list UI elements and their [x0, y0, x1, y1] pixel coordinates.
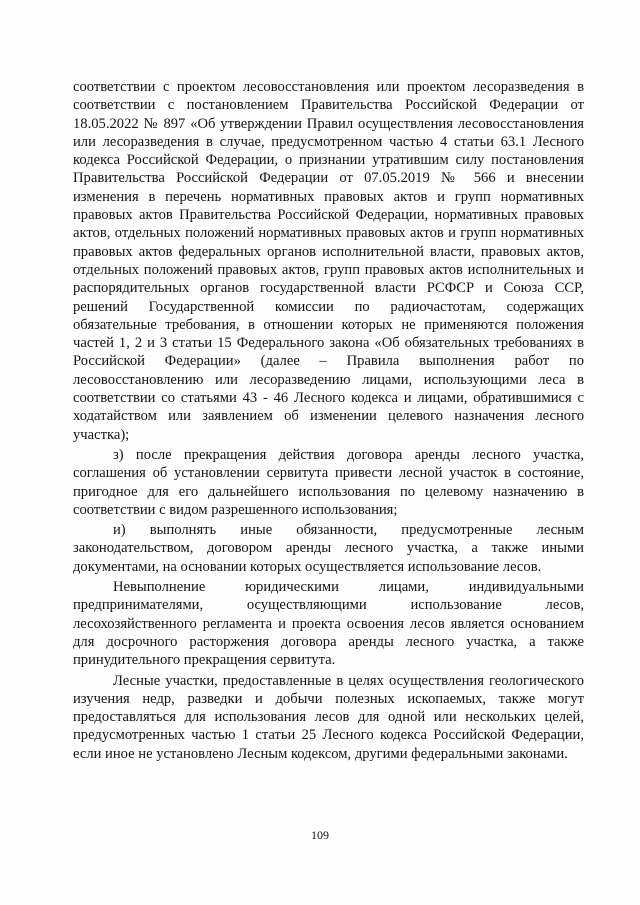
paragraph-geological-plots: Лесные участки, предоставленные в целях осуществления геологического изучения недр, разведки и добычи полезных ископаемых, также могут предоставляться для использования лесов для одной или нескольких целей, предусмотренных частью 1 статьи 25 Лесного кодекса Российской Федерации, если иное не установлено Лесным кодексом, другими федеральными законами.	[73, 672, 584, 762]
paragraph-item-z: з) после прекращения действия договора аренды лесного участка, соглашения об установлении сервитута привести лесной участок в состояние, пригодное для его дальнейшего использования по целевому назначению в соответствии с видом разрешенного использования;	[73, 446, 584, 518]
paragraph-continuation: соответствии с проектом лесовосстановления или проектом лесоразведения в соответствии с постановлением Правительства Российской Федерации от 18.05.2022 № 897 «Об утверждении Правил осуществления лесовосстановления или лесоразведения в случае, предусмотренном частью 4 статьи 63.1 Лесного кодекса Российской Федерации, о признании утратившим силу постановления Правительства Российской Федерации от 07.05.2019 № 566 и внесении изменения в перечень нормативных правовых актов и групп нормативных правовых актов Правительства Российской Федерации, нормативных правовых актов, отдельных положений нормативных правовых актов и групп нормативных правовых актов федеральных органов исполнительной власти, правовых актов, отдельных положений правовых актов, групп правовых актов исполнительных и распорядительных органов государственной власти РСФСР и Союза ССР, решений Государственной комиссии по радиочастотам, содержащих обязательные требования, в отношении которых не применяются положения частей 1, 2 и 3 статьи 15 Федерального закона «Об обязательных требованиях в Российской Федерации» (далее – Правила выполнения работ по лесовосстановлению или лесоразведению лицами, использующими леса в соответствии со статьями 43 - 46 Лесного кодекса и лицами, обратившимися с ходатайством или заявлением об изменении целевого назначения лесного участка);	[73, 79, 584, 443]
paragraph-non-compliance: Невыполнение юридическими лицами, индивидуальными предпринимателями, осуществляющими использование лесов, лесохозяйственного регламента и проекта освоения лесов является основанием для досрочного расторжения договора аренды лесного участка, а также принудительного прекращения сервитута.	[73, 579, 584, 669]
document-body	[73, 78, 584, 763]
page-number: 109	[311, 828, 329, 842]
paragraph-item-i: и) выполнять иные обязанности, предусмотренные лесным законодательством, договором аренды лесного участка, а также иными документами, на основании которых осуществляется использование лесов.	[73, 522, 584, 575]
